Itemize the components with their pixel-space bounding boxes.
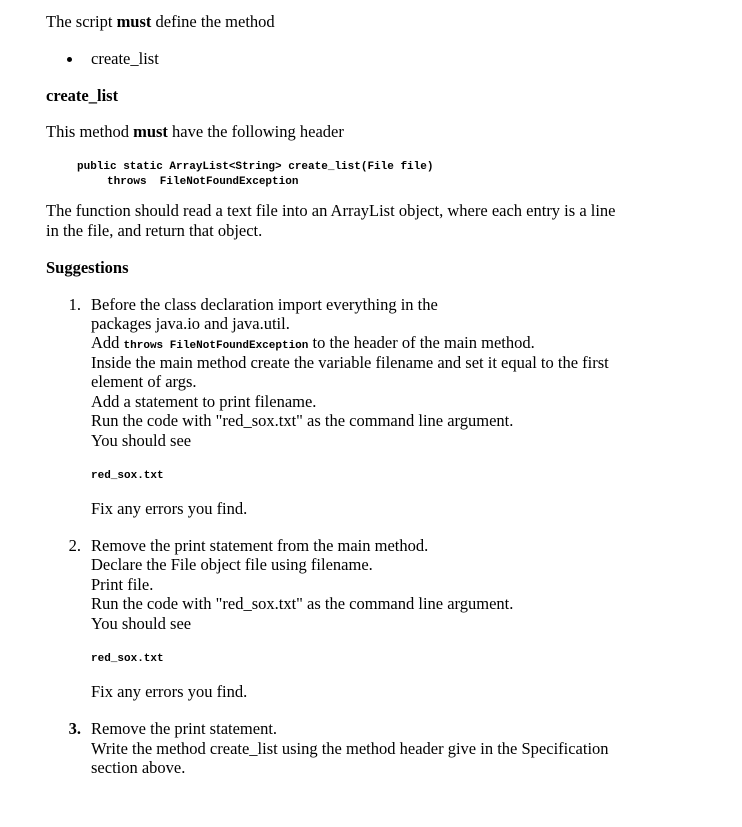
step-line: Print file. — [91, 575, 154, 594]
step-number: 2. — [68, 536, 81, 555]
step-line: Declare the File object file using filename. — [91, 555, 373, 574]
step-line: Before the class declaration import everything in the — [91, 295, 438, 314]
step-line: element of args. — [91, 372, 197, 391]
step-line: section above. — [91, 758, 186, 777]
step-line: Fix any errors you find. — [91, 499, 248, 518]
step-line: Run the code with "red_sox.txt" as the command line argument. — [91, 411, 514, 430]
bullet-icon — [67, 57, 72, 62]
step-line: You should see — [91, 431, 192, 450]
step-line: Fix any errors you find. — [91, 682, 248, 701]
step-line: Remove the print statement. — [91, 719, 278, 738]
step-number: 3. — [68, 719, 81, 738]
step-number: 1. — [68, 295, 81, 314]
step-line: Remove the print statement from the main method. — [91, 536, 429, 555]
suggestions-heading: Suggestions — [46, 258, 129, 277]
description-line-2: in the file, and return that object. — [46, 221, 263, 240]
inline-code: throws FileNotFoundException — [123, 340, 309, 352]
step-line: Inside the main method create the variable filename and set it equal to the first — [91, 353, 609, 372]
section-heading: create_list — [46, 86, 119, 105]
step-line: packages java.io and java.util. — [91, 314, 290, 333]
list-item: create_list — [91, 49, 159, 68]
code-output: red_sox.txt — [91, 653, 164, 665]
step-line-add-throws: Add throws FileNotFoundException to the header of the main method. — [91, 333, 535, 352]
emphasis-must: must — [116, 12, 152, 31]
code-header-line-2: throws FileNotFoundException — [107, 176, 299, 188]
step-line: Add a statement to print filename. — [91, 392, 317, 411]
step-line: You should see — [91, 614, 192, 633]
description-line-1: The function should read a text file into an ArrayList object, where each entry is a line — [46, 201, 616, 220]
code-output: red_sox.txt — [91, 470, 164, 482]
intro-text: The script must define the method — [46, 12, 275, 31]
step-line: Run the code with "red_sox.txt" as the command line argument. — [91, 594, 514, 613]
header-intro-text: This method must have the following header — [46, 122, 344, 141]
code-header-line-1: public static ArrayList<String> create_list(File file) — [77, 161, 434, 173]
emphasis-must: must — [133, 122, 168, 141]
step-line: Write the method create_list using the method header give in the Specification — [91, 739, 609, 758]
